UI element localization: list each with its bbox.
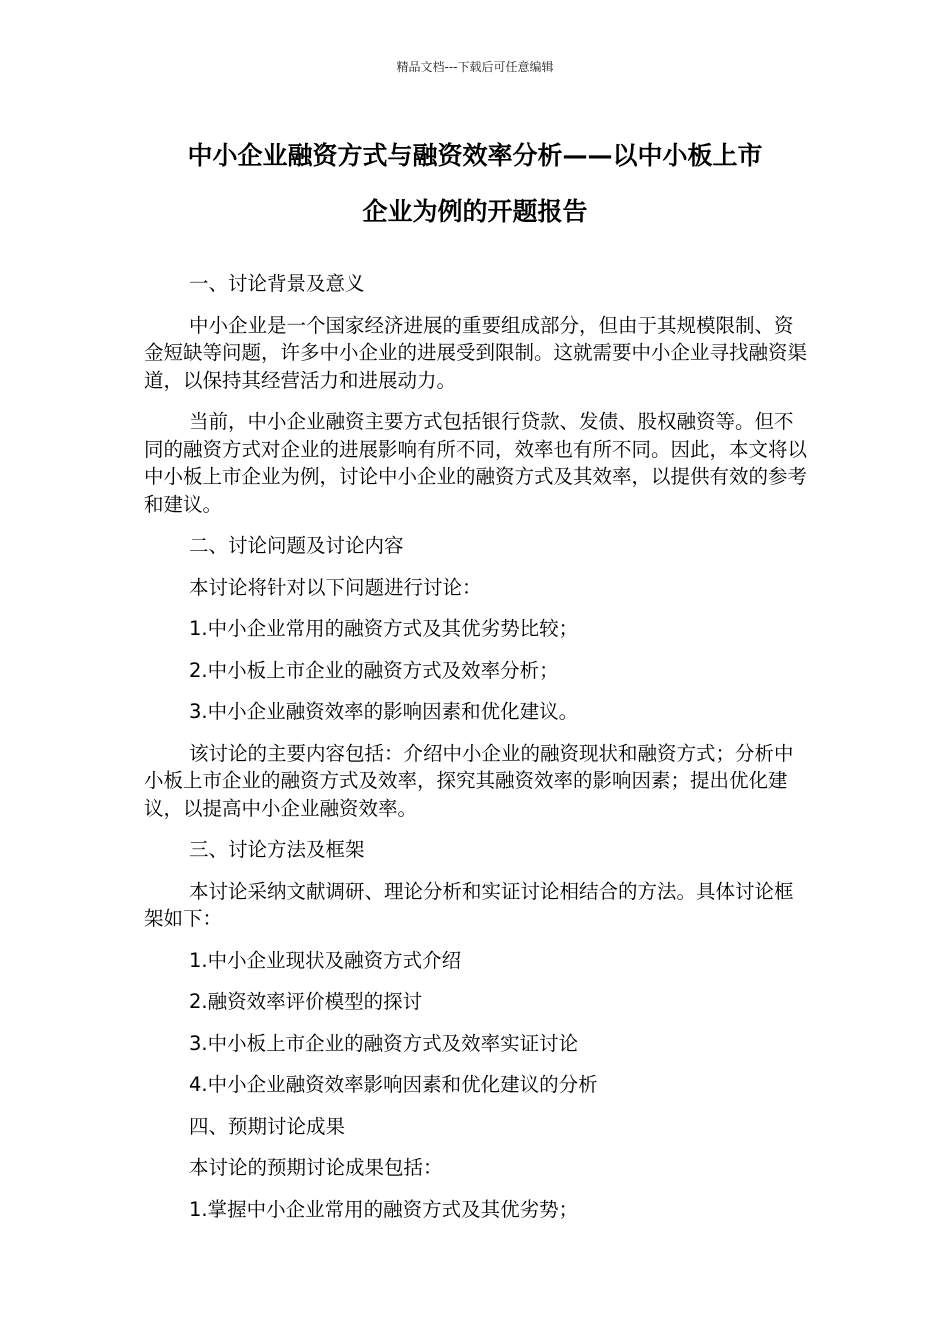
list-item: 1.中小企业常用的融资方式及其优劣势比较； [189, 617, 579, 640]
paragraph: 本讨论的预期讨论成果包括： [189, 1156, 443, 1179]
list-item: 1.中小企业现状及融资方式介绍 [189, 948, 462, 972]
list-item: 2.中小板上市企业的融资方式及效率分析； [189, 658, 559, 682]
document-body [144, 270, 808, 1237]
section-heading-1: 一、讨论背景及意义 [189, 272, 365, 295]
document-title-line-1: 中小企业融资方式与融资效率分析——以中小板上市 [187, 141, 763, 170]
paragraph: 本讨论采纳文献调研、理论分析和实证讨论相结合的方法。具体讨论框架如下： [144, 879, 794, 930]
paragraph: 中小企业是一个国家经济进展的重要组成部分，但由于其规模限制、资金短缺等问题，许多中小企业的进展受到限制。这就需要中小企业寻找融资渠道，以保持其经营活力和进展动力。 [144, 313, 808, 392]
section-heading-3: 三、讨论方法及框架 [189, 838, 365, 861]
list-item: 1.掌握中小企业常用的融资方式及其优劣势； [189, 1197, 579, 1221]
paragraph: 当前，中小企业融资主要方式包括银行贷款、发债、股权融资等。但不同的融资方式对企业的进展影响有所不同，效率也有所不同。因此，本文将以中小板上市企业为例，讨论中小企业的融资方式及其效率，以提供有效的参考和建议。 [144, 410, 808, 516]
paragraph: 本讨论将针对以下问题进行讨论： [189, 575, 482, 599]
list-item: 3.中小企业融资效率的影响因素和优化建议。 [189, 700, 579, 723]
document-title-line-2: 企业为例的开题报告 [362, 197, 588, 226]
paragraph: 该讨论的主要内容包括：介绍中小企业的融资现状和融资方式；分析中小板上市企业的融资方式及效率，探究其融资效率的影响因素；提出优化建议，以提高中小企业融资效率。 [144, 741, 794, 820]
list-item: 2.融资效率评价模型的探讨 [189, 990, 423, 1013]
section-heading-4: 四、预期讨论成果 [189, 1114, 346, 1138]
page-header: 精品文档---下载后可任意编辑 [396, 60, 554, 74]
list-item: 4.中小企业融资效率影响因素和优化建议的分析 [189, 1073, 598, 1096]
list-item: 3.中小板上市企业的融资方式及效率实证讨论 [189, 1031, 579, 1055]
section-heading-2: 二、讨论问题及讨论内容 [189, 534, 404, 557]
